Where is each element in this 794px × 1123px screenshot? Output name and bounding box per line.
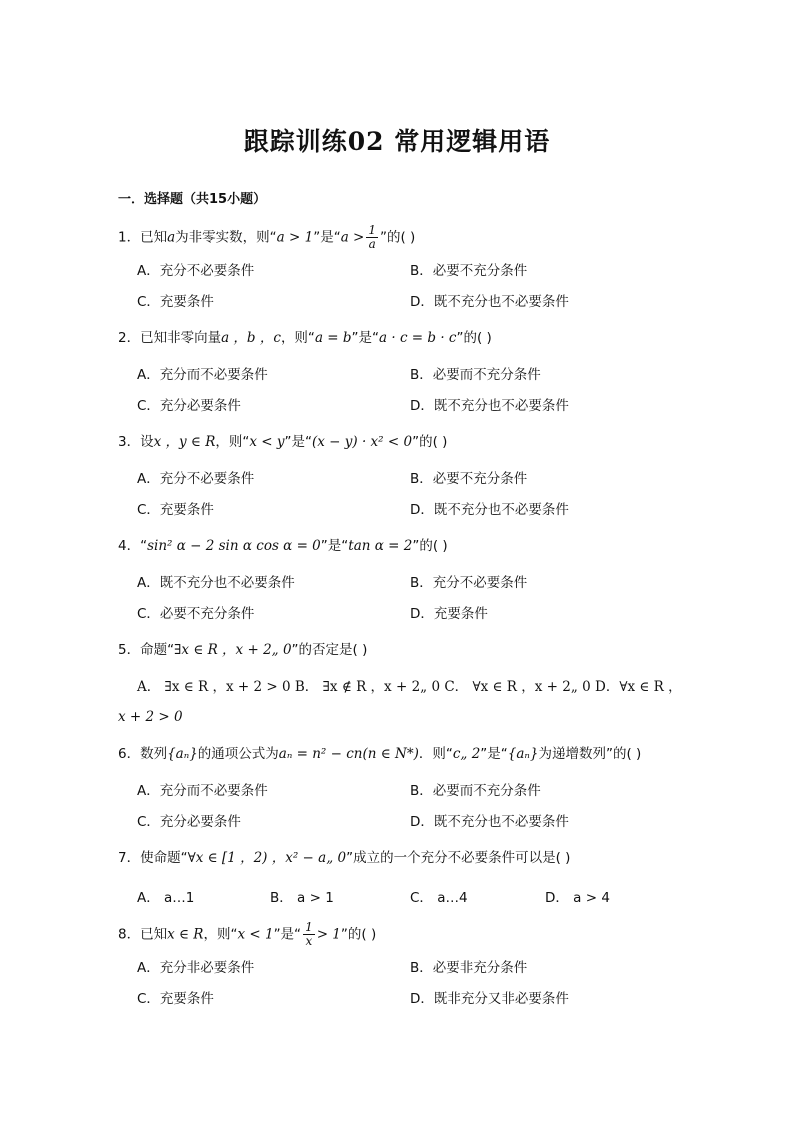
question-8-stem: 8．已知x ∈ R，则“x < 1”是“ $\frac{1}{x}$ > 1”的( ) [118, 920, 377, 948]
question-1-option-b: B．必要不充分条件 [410, 263, 528, 279]
question-4-stem: 4．“sin² α − 2 sin α cos α = 0”是“tan α = 2”的( ) [118, 538, 448, 554]
question-3-option-c: C．充要条件 [137, 502, 214, 518]
question-7-option-b: B． a > 1 [270, 890, 334, 906]
page-title: 跟踪训练02 常用逻辑用语 [243, 127, 551, 156]
section-heading: 一．选择题（共15小题） [118, 192, 267, 207]
question-8-option-c: C．充要条件 [137, 991, 214, 1007]
question-5-options-continued: x + 2 > 0 [118, 709, 183, 725]
question-4-option-a: A．既不充分也不必要条件 [137, 575, 295, 591]
fraction: $\frac{1}{a}$ [368, 223, 376, 251]
question-4-option-b: B．充分不必要条件 [410, 575, 528, 591]
question-7-stem: 7．使命题“∀x ∈ [1 ，2) ，x² − a„ 0”成立的一个充分不必要条件可以是( ) [118, 850, 571, 866]
question-1-option-a: A．充分不必要条件 [137, 263, 255, 279]
question-7-option-d: D． a > 4 [545, 890, 610, 906]
question-2-option-d: D．既不充分也不必要条件 [410, 398, 569, 414]
question-5-options: A． ∃x ∈ R ，x + 2 > 0 B． ∃x ∉ R ，x + 2„ 0 C． ∀x ∈ R ，x + 2„ 0 D．∀x ∈ R ， [137, 679, 682, 695]
question-6-option-b: B．必要而不充分条件 [410, 783, 541, 799]
question-7-option-c: C． a…4 [410, 890, 468, 906]
question-6-option-c: C．充分必要条件 [137, 814, 241, 830]
question-2-stem: 2．已知非零向量a ，b ，c，则“a = b”是“a · c = b · c”的( ) [118, 330, 492, 346]
question-8-option-b: B．必要非充分条件 [410, 960, 528, 976]
question-2-option-c: C．充分必要条件 [137, 398, 241, 414]
question-7-option-a: A． a…1 [137, 890, 195, 906]
question-3-option-d: D．既不充分也不必要条件 [410, 502, 569, 518]
question-6-option-d: D．既不充分也不必要条件 [410, 814, 569, 830]
question-8-option-a: A．充分非必要条件 [137, 960, 255, 976]
fraction: $\frac{1}{x}$ [305, 920, 313, 948]
question-5-stem: 5．命题“∃x ∈ R ，x + 2„ 0”的否定是( ) [118, 642, 368, 658]
question-2-option-b: B．必要而不充分条件 [410, 367, 541, 383]
question-8-option-d: D．既非充分又非必要条件 [410, 991, 569, 1007]
question-1-stem: 1．已知a为非零实数，则“a > 1”是“a > $\frac{1}{a}$ ”的( ) [118, 223, 416, 251]
question-3-stem: 3．设x ，y ∈ R，则“x < y”是“(x − y) · x² < 0”的( ) [118, 434, 448, 450]
question-6-stem: 6．数列{aₙ}的通项公式为aₙ = n² − cn(n ∈ N*)．则“c„ 2”是“{aₙ}为递增数列”的( ) [118, 746, 642, 762]
question-1-option-d: D．既不充分也不必要条件 [410, 294, 569, 310]
question-3-option-a: A．充分不必要条件 [137, 471, 255, 487]
question-3-option-b: B．必要不充分条件 [410, 471, 528, 487]
question-4-option-c: C．必要不充分条件 [137, 606, 255, 622]
question-6-option-a: A．充分而不必要条件 [137, 783, 268, 799]
question-4-option-d: D．充要条件 [410, 606, 488, 622]
question-1-option-c: C．充要条件 [137, 294, 214, 310]
question-2-option-a: A．充分而不必要条件 [137, 367, 268, 383]
